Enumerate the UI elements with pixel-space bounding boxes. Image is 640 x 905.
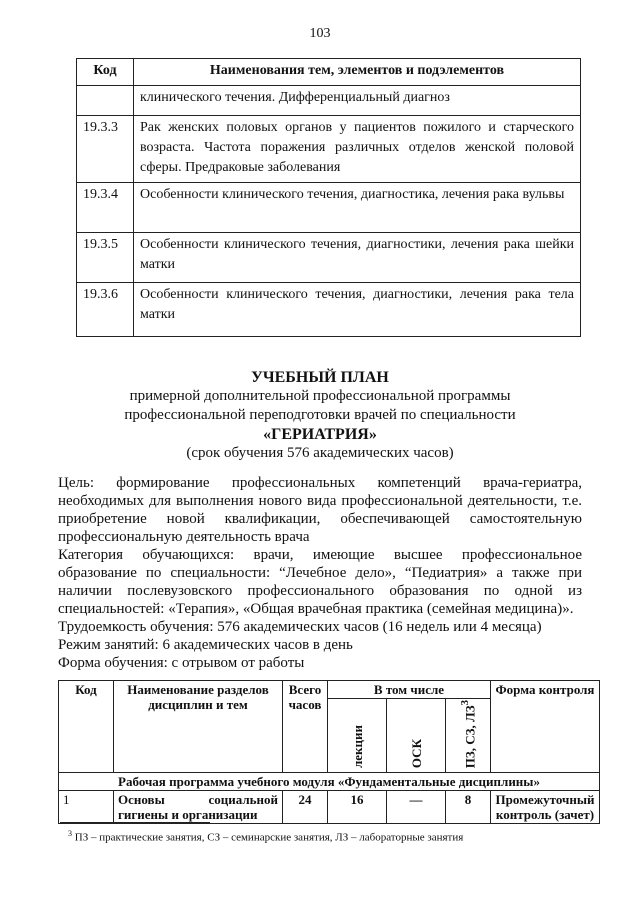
plan-subtitle-2: профессиональной переподготовки врачей по специальности	[124, 407, 516, 423]
row-name: Особенности клинического течения, диагностики, лечения рака шейки матки	[134, 233, 581, 283]
plan-row-control: Промежуточный контроль (зачет)	[491, 791, 600, 824]
section-title: Рабочая программа учебного модуля «Фундаментальные дисциплины»	[59, 773, 600, 791]
body-text	[58, 474, 582, 672]
row-name: Особенности клинического течения, диагностики, лечения рака тела матки	[134, 283, 581, 337]
row-name: клинического течения. Дифференциальный диагноз	[134, 86, 581, 116]
plan-row-osk: —	[387, 791, 446, 824]
workload-line: Трудоемкость обучения: 576 академических часов (16 недель или 4 месяца)	[58, 619, 542, 635]
table-header-row	[77, 59, 581, 86]
plan-section-row	[59, 773, 600, 791]
plan-table	[58, 680, 600, 824]
plan-header-total: Всего часов	[283, 681, 328, 773]
header-name: Наименования тем, элементов и подэлементов	[134, 59, 581, 86]
plan-row-pz: 8	[446, 791, 491, 824]
row-code	[77, 86, 134, 116]
footnote-mark: 3	[68, 829, 72, 838]
plan-row-name: Основы социальной гигиены и организации	[114, 791, 283, 824]
row-code: 19.3.4	[77, 183, 134, 233]
table-row	[77, 183, 581, 233]
mode-line: Режим занятий: 6 академических часов в день	[58, 637, 353, 653]
row-name: Рак женских половых органов у пациентов пожилого и старческого возраста. Частота поражения различных отделов женской половой сферы. Предраковые заболевания	[134, 116, 581, 183]
category-paragraph: Категория обучающихся: врачи, имеющие высшее профессиональное образование по специальности: “Лечебное дело», “Педиатрия» а также при наличии послевузовского профессионального образования по одной из специальностей: «Терапия», «Общая врачебная практика (семейная медицина)».	[58, 547, 582, 617]
footnote-text: ПЗ – практические занятия, СЗ – семинарские занятия, ЛЗ – лабораторные занятия	[74, 831, 464, 844]
row-code: 19.3.5	[77, 233, 134, 283]
plan-header-lectures: лекции	[328, 699, 387, 773]
table-row	[77, 86, 581, 116]
plan-header-pz: ПЗ, СЗ, $ЛЗ^3$	[446, 699, 491, 773]
header-code: Код	[77, 59, 134, 86]
plan-row-code: 1	[59, 791, 114, 824]
goal-paragraph: Цель: формирование профессиональных компетенций врача-гериатра, необходимых для выполнения нового вида профессиональной деятельности, т.е. приобретение новой квалификации, обеспечивающей самостоятельную профессиональную деятельность врача	[58, 475, 582, 545]
plan-row-lectures: 16	[328, 791, 387, 824]
page-number: 103	[309, 26, 331, 41]
table-row	[77, 116, 581, 183]
plan-subtitle-1: примерной дополнительной профессиональной программы	[129, 388, 511, 404]
plan-header-name: Наименование разделов дисциплин и тем	[114, 681, 283, 773]
plan-row-total: 24	[283, 791, 328, 824]
row-code: 19.3.3	[77, 116, 134, 183]
plan-heading	[60, 368, 580, 463]
row-code: 19.3.6	[77, 283, 134, 337]
row-name: Особенности клинического течения, диагностика, лечения рака вульвы	[134, 183, 581, 233]
plan-header-control: Форма контроля	[491, 681, 600, 773]
plan-specialty: «ГЕРИАТРИЯ»	[263, 426, 377, 443]
table-row	[59, 791, 600, 824]
plan-header-code: Код	[59, 681, 114, 773]
plan-header-including: В том числе	[328, 681, 491, 699]
plan-title: УЧЕБНЫЙ ПЛАН	[251, 369, 389, 386]
table-row	[77, 283, 581, 337]
footnote-divider	[60, 822, 210, 823]
plan-duration: (срок обучения 576 академических часов)	[186, 445, 454, 461]
table-row	[77, 233, 581, 283]
plan-header-osk: ОСК	[387, 699, 446, 773]
footnote	[68, 829, 463, 844]
topics-table	[76, 58, 581, 337]
form-line: Форма обучения: с отрывом от работы	[58, 655, 305, 671]
plan-header-row	[59, 681, 600, 699]
